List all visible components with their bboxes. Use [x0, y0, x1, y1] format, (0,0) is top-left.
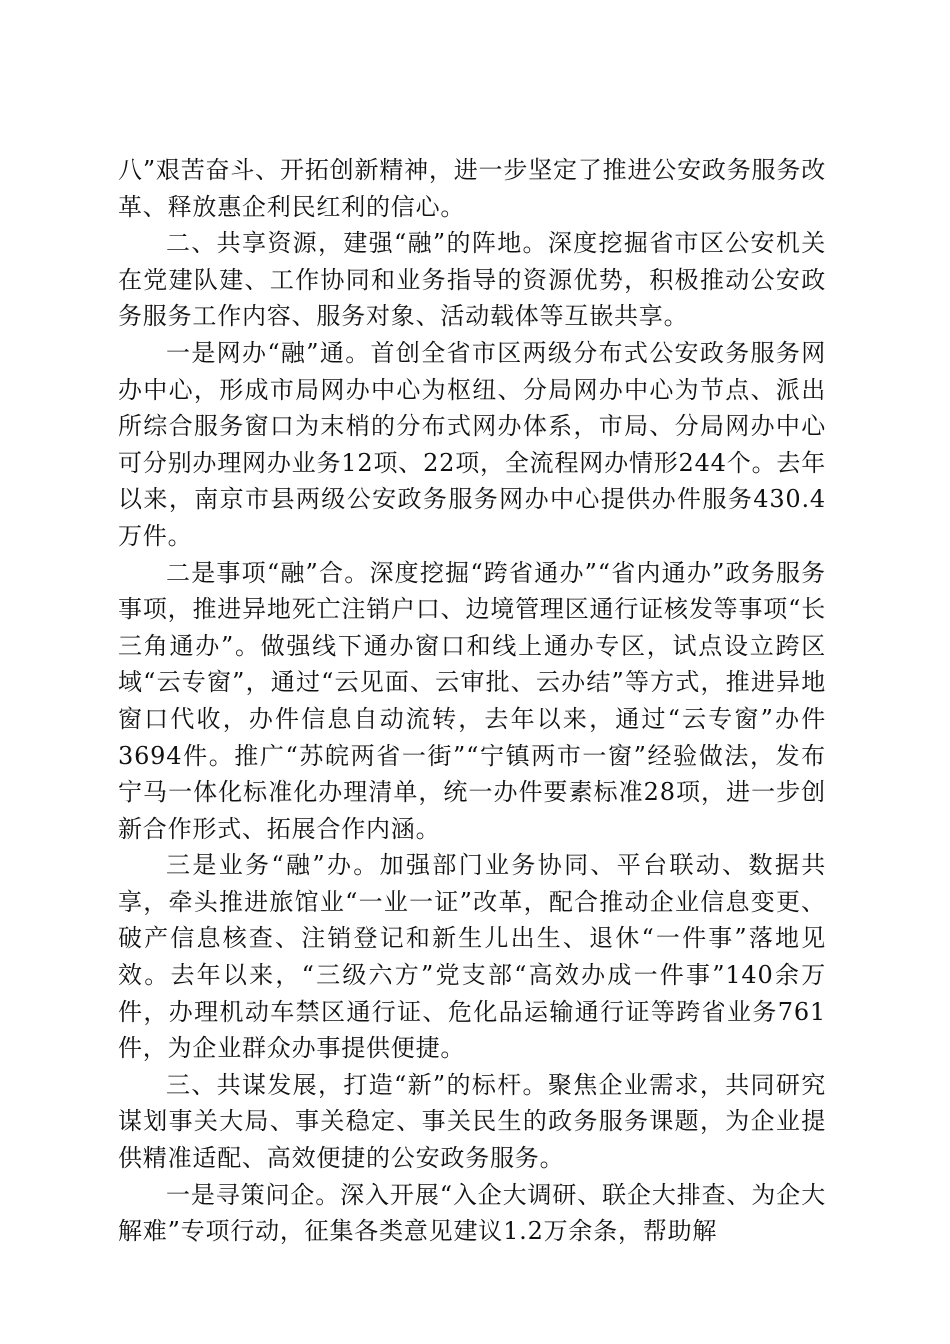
paragraph-section-two-heading: 二、共享资源，建强“融”的阵地。深度挖掘省市区公安机关在党建队建、工作协同和业务指导的资源优势，积极推动公安政务服务工作内容、服务对象、活动载体等互嵌共享。 — [118, 229, 826, 331]
paragraph-business-handling: 三是业务“融”办。加强部门业务协同、平台联动、数据共享，牵头推进旅馆业“一业一证”改革，配合推动企业信息变更、破产信息核查、注销登记和新生儿出生、退休“一件事”落地见效。去年以来，“三级六方”党支部“高效办成一件事”140余万件，办理机动车禁区通行证、危化品运输通行证等跨省业务761件，为企业群众办事提供便捷。 — [118, 851, 826, 1063]
paragraph-matters-integration: 二是事项“融”合。深度挖掘“跨省通办”“省内通办”政务服务事项，推进异地死亡注销户口、边境管理区通行证核发等事项“长三角通办”。做强线下通办窗口和线上通办专区，试点设立跨区域“云专窗”，通过“云见面、云审批、云办结”等方式，推进异地窗口代收，办件信息自动流转，去年以来，通过“云专窗”办件3694件。推广“苏皖两省一街”“宁镇两市一窗”经验做法，发布宁马一体化标准化办理清单，统一办件要素标准28项，进一步创新合作形式、拓展合作内涵。 — [118, 558, 826, 843]
paragraph-continuation: 八”艰苦奋斗、开拓创新精神，进一步坚定了推进公安政务服务改革、释放惠企利民红利的信心。 — [118, 156, 826, 221]
document-body — [118, 152, 826, 1250]
paragraph-section-three-heading: 三、共谋发展，打造“新”的标杆。聚焦企业需求，共同研究谋划事关大局、事关稳定、事关民生的政务服务课题，为企业提供精准适配、高效便捷的公安政务服务。 — [118, 1070, 826, 1173]
paragraph-online-service: 一是网办“融”通。首创全省市区两级分布式公安政务服务网办中心，形成市局网办中心为枢纽、分局网办中心为节点、派出所综合服务窗口为末梢的分布式网办体系，市局、分局网办中心可分别办理网办业务12项、22项，全流程网办情形244个。去年以来，南京市县两级公安政务服务网办中心提供办件服务430.4万件。 — [118, 338, 826, 550]
paragraph-enterprise-consultation: 一是寻策问企。深入开展“入企大调研、联企大排查、为企大解难”专项行动，征集各类意见建议1.2万余条，帮助解 — [118, 1180, 826, 1246]
